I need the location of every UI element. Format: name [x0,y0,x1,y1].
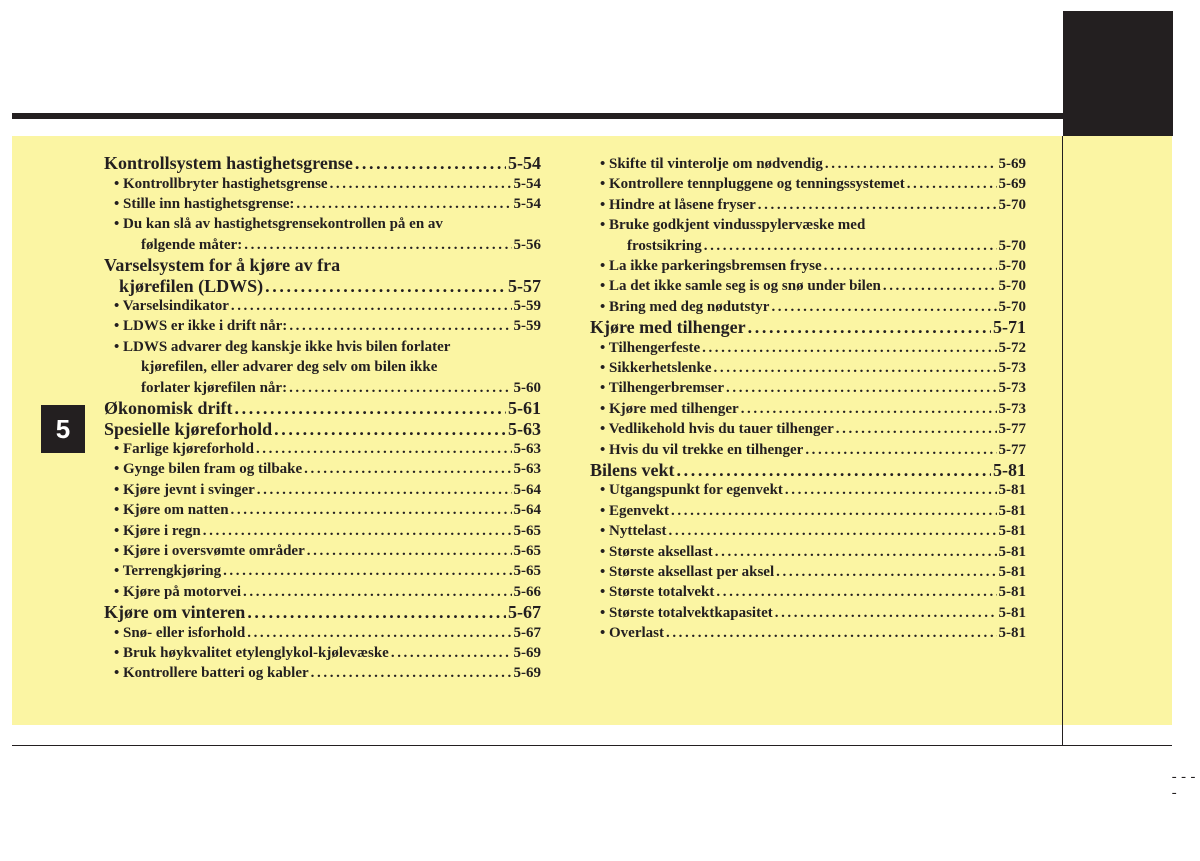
toc-entry[interactable] [104,521,541,541]
toc-entry-title: forlater kjørefilen når: [141,379,288,396]
toc-page-number: 5-57 [508,275,541,296]
toc-page-number: 5-73 [998,380,1026,397]
toc-page-number: 5-81 [998,502,1026,519]
toc-entry[interactable] [590,236,1026,256]
toc-dot-leader [247,602,506,623]
toc-entry-title: • Overlast [600,625,664,642]
toc-entry-title: • Egenvekt [600,502,670,519]
toc-entry[interactable] [104,153,541,174]
toc-entry-title: • Hindre at låsene fryser [600,196,756,213]
toc-entry-title: • LDWS er ikke i drift når: [114,318,288,335]
toc-page-number: 5-77 [998,441,1026,458]
toc-dot-leader [824,256,997,276]
toc-entry-title: Bilens vekt [590,459,675,480]
toc-dot-leader [805,440,996,460]
toc-entry[interactable] [104,316,541,336]
toc-entry[interactable] [590,582,1026,602]
toc-page-number: 5-63 [513,441,541,458]
toc-dot-leader [203,521,512,541]
toc-entry-title: Kjøre om vinteren [104,602,246,623]
toc-dot-leader [907,174,997,194]
bottom-rule [12,745,1172,746]
toc-entry[interactable] [104,500,541,520]
toc-dot-leader [307,541,512,561]
toc-entry-title: • Tilhengerbremser [600,380,724,397]
toc-entry-title: • Utgangspunkt for egenvekt [600,482,783,499]
toc-dot-leader [748,317,991,338]
toc-entry[interactable] [590,297,1026,317]
toc-entry[interactable] [590,276,1026,296]
toc-page-number: 5-59 [513,318,541,335]
toc-entry[interactable] [590,521,1026,541]
toc-page-number: 5-70 [998,237,1026,254]
toc-dot-leader [256,439,512,459]
toc-entry-title: • Snø- eller isforhold [114,624,246,641]
toc-page-number: 5-81 [998,523,1026,540]
toc-page-number: 5-69 [998,176,1026,193]
toc-entry[interactable] [104,541,541,561]
toc-entry-title: • La ikke parkeringsbremsen fryse [600,257,822,274]
toc-page-number: 5-67 [508,602,541,623]
toc-dot-leader [330,174,512,194]
toc-dot-leader [231,296,512,316]
toc-entry-title: • Største aksellast [600,543,713,560]
toc-page-number: 5-69 [513,645,541,662]
toc-entry[interactable] [104,561,541,581]
toc-entry[interactable] [104,194,541,214]
toc-dot-leader [666,623,997,643]
toc-page-number: 5-64 [513,502,541,519]
top-rule [12,113,1172,119]
toc-entry[interactable] [590,256,1026,276]
toc-page-number: 5-81 [998,625,1026,642]
toc-entry-title: Kontrollsystem hastighetsgrense [104,153,353,173]
toc-dot-leader [702,338,996,358]
toc-entry[interactable] [590,215,1026,235]
toc-entry[interactable] [590,154,1026,174]
toc-page-number: 5-69 [998,156,1026,172]
toc-entry-title: • LDWS advarer deg kanskje ikke hvis bilen forlater [114,338,451,355]
toc-entry[interactable] [590,603,1026,623]
toc-page-number: 5-81 [993,459,1026,480]
toc-entry[interactable] [590,419,1026,439]
toc-entry-title: • Skifte til vinterolje om nødvendig [600,156,823,172]
toc-entry[interactable] [104,663,541,683]
toc-entry-title: • Terrengkjøring [114,563,222,580]
toc-entry[interactable] [590,562,1026,582]
toc-entry[interactable] [590,399,1026,419]
toc-dot-leader [741,399,997,419]
toc-entry[interactable] [590,358,1026,378]
margin-divider [1062,136,1063,746]
toc-entry[interactable] [104,643,541,663]
toc-entry[interactable] [590,460,1026,481]
toc-entry-title: • Stille inn hastighetsgrense: [114,195,295,212]
toc-page-number: 5-77 [998,421,1026,438]
toc-entry[interactable] [104,378,541,398]
toc-entry[interactable] [590,174,1026,194]
toc-entry[interactable] [104,337,541,357]
toc-entry-title: • Kjøre med tilhenger [600,400,739,417]
toc-entry-title: Økonomisk drift [104,398,233,419]
toc-entry[interactable] [104,439,541,459]
toc-page-number: 5-65 [513,563,541,580]
toc-entry[interactable] [104,480,541,500]
toc-page-number: 5-66 [513,583,541,600]
toc-entry-title: • Varselsindikator [114,298,229,315]
toc-dot-leader [235,398,506,419]
toc-page-number: 5-71 [993,317,1026,338]
toc-page-number: 5-60 [513,379,541,396]
toc-entry-title: • Største aksellast per aksel [600,564,775,581]
toc-entry[interactable] [104,602,541,623]
toc-entry[interactable] [104,582,541,602]
toc-dot-leader [296,194,511,214]
toc-entry-title: • Vedlikehold hvis du tauer tilhenger [600,421,834,438]
toc-entry-title: • Kjøre jevnt i svinger [114,481,255,498]
toc-dot-leader [758,195,997,215]
toc-dot-leader [311,663,512,683]
toc-entry-title: • La det ikke samle seg is og snø under bilen [600,278,881,295]
toc-entry[interactable] [590,195,1026,215]
toc-page-number: 5-81 [998,564,1026,581]
toc-dot-leader [785,480,997,500]
toc-dot-leader [289,316,511,336]
toc-page-number: 5-81 [998,604,1026,621]
toc-page-number: 5-54 [513,175,541,192]
toc-entry-title: • Farlige kjøreforhold [114,441,254,458]
toc-dot-leader [836,419,997,439]
toc-entry[interactable] [104,255,541,276]
toc-entry-title: frostsikring [627,237,702,254]
toc-page-number: 5-64 [513,481,541,498]
toc-page-number: 5-69 [513,665,541,682]
toc-page-number: 5-54 [508,153,541,173]
toc-page-number: 5-61 [508,398,541,419]
toc-dot-leader [771,297,996,317]
toc-entry-title: Spesielle kjøreforhold [104,418,273,439]
toc-dot-leader [243,582,511,602]
toc-entry-title: • Kjøre i regn [114,522,201,539]
toc-page-number: 5-73 [998,400,1026,417]
toc-dot-leader [247,623,511,643]
toc-entry-title: følgende måter: [141,236,243,253]
toc-dot-leader [391,643,512,663]
toc-dot-leader [257,480,512,500]
toc-entry-title: Kjøre med tilhenger [590,317,746,338]
toc-page-number: 5-70 [998,298,1026,315]
toc-dot-leader [716,582,996,602]
toc-dot-leader [883,276,997,296]
toc-entry-title: • Kontrollere batteri og kabler [114,665,309,682]
toc-entry-title: • Du kan slå av hastighetsgrensekontrollen på en av [114,216,443,233]
toc-entry-title: • Bring med deg nødutstyr [600,298,770,315]
toc-page-number: 5-65 [513,542,541,559]
page-marker: ---- [1170,770,1199,802]
toc-entry-title: • Kjøre i oversvømte områder [114,542,305,559]
toc-entry-title: • Kontrollere tennpluggene og tenningssystemet [600,176,905,193]
toc-entry[interactable] [104,174,541,194]
toc-dot-leader [668,521,996,541]
toc-entry-title: • Bruk høykvalitet etylenglykol-kjølevæske [114,645,389,662]
toc-entry[interactable] [104,419,541,440]
toc-entry-title: • Sikkerhetslenke [600,360,712,377]
toc-entry[interactable] [590,542,1026,562]
toc-dot-leader [677,460,991,481]
toc-entry-title: • Største totalvektkapasitet [600,604,773,621]
toc-entry[interactable] [104,276,541,297]
toc-page-number: 5-81 [998,584,1026,601]
toc-page-number: 5-63 [508,418,541,439]
toc-entry[interactable] [590,480,1026,500]
toc-page-number: 5-59 [513,298,541,315]
toc-page-number: 5-81 [998,543,1026,560]
toc-entry[interactable] [104,398,541,419]
toc-entry[interactable] [590,338,1026,358]
toc-entry-title: kjørefilen, eller advarer deg selv om bilen ikke [141,359,438,376]
toc-entry-title: • Hvis du vil trekke en tilhenger [600,441,804,458]
toc-page-number: 5-67 [513,624,541,641]
toc-entry-title: Varselsystem for å kjøre av fra [104,255,341,276]
toc-dot-leader [704,236,997,256]
toc-dot-leader [231,500,512,520]
toc-page-number: 5-70 [998,257,1026,274]
toc-page-number: 5-70 [998,196,1026,213]
toc-entry[interactable] [104,235,541,255]
toc-right-column [590,154,1026,644]
toc-dot-leader [304,459,511,479]
toc-page-number: 5-81 [998,482,1026,499]
toc-dot-leader [714,358,997,378]
toc-dot-leader [223,561,511,581]
toc-page-number: 5-72 [998,339,1026,356]
toc-dot-leader [355,153,506,174]
toc-dot-leader [289,378,511,398]
toc-entry-title: • Kjøre på motorvei [114,583,242,600]
toc-dot-leader [775,603,997,623]
toc-entry-title: • Kontrollbryter hastighetsgrense [114,175,328,192]
toc-page-number: 5-65 [513,522,541,539]
toc-dot-leader [274,419,506,440]
toc-entry[interactable] [104,357,541,377]
toc-entry[interactable] [590,501,1026,521]
toc-page-number: 5-54 [513,195,541,212]
toc-page-number: 5-63 [513,461,541,478]
toc-entry[interactable] [104,459,541,479]
toc-entry-title: • Nyttelast [600,523,667,540]
toc-entry[interactable] [590,623,1026,643]
toc-dot-leader [825,154,997,174]
toc-page-number: 5-70 [998,278,1026,295]
toc-entry-title: • Tilhengerfeste [600,339,701,356]
toc-entry-title: • Gynge bilen fram og tilbake [114,461,303,478]
toc-entry-title: kjørefilen (LDWS) [119,275,264,296]
toc-entry[interactable] [590,317,1026,338]
toc-dot-leader [265,276,506,297]
toc-left-column [104,153,541,684]
toc-page-number: 5-56 [513,236,541,253]
toc-dot-leader [726,378,997,398]
toc-entry[interactable] [590,440,1026,460]
toc-entry[interactable] [104,296,541,316]
toc-dot-leader [715,542,997,562]
toc-entry[interactable] [104,623,541,643]
toc-entry-title: • Største totalvekt [600,584,715,601]
toc-dot-leader [671,501,996,521]
toc-entry[interactable] [104,214,541,234]
toc-entry-title: • Kjøre om natten [114,502,229,519]
toc-page-number: 5-73 [998,360,1026,377]
toc-dot-leader [244,235,511,255]
chapter-tab: 5 [41,405,85,453]
toc-entry-title: • Bruke godkjent vindusspylervæske med [600,217,866,234]
toc-entry[interactable] [590,378,1026,398]
toc-dot-leader [776,562,996,582]
